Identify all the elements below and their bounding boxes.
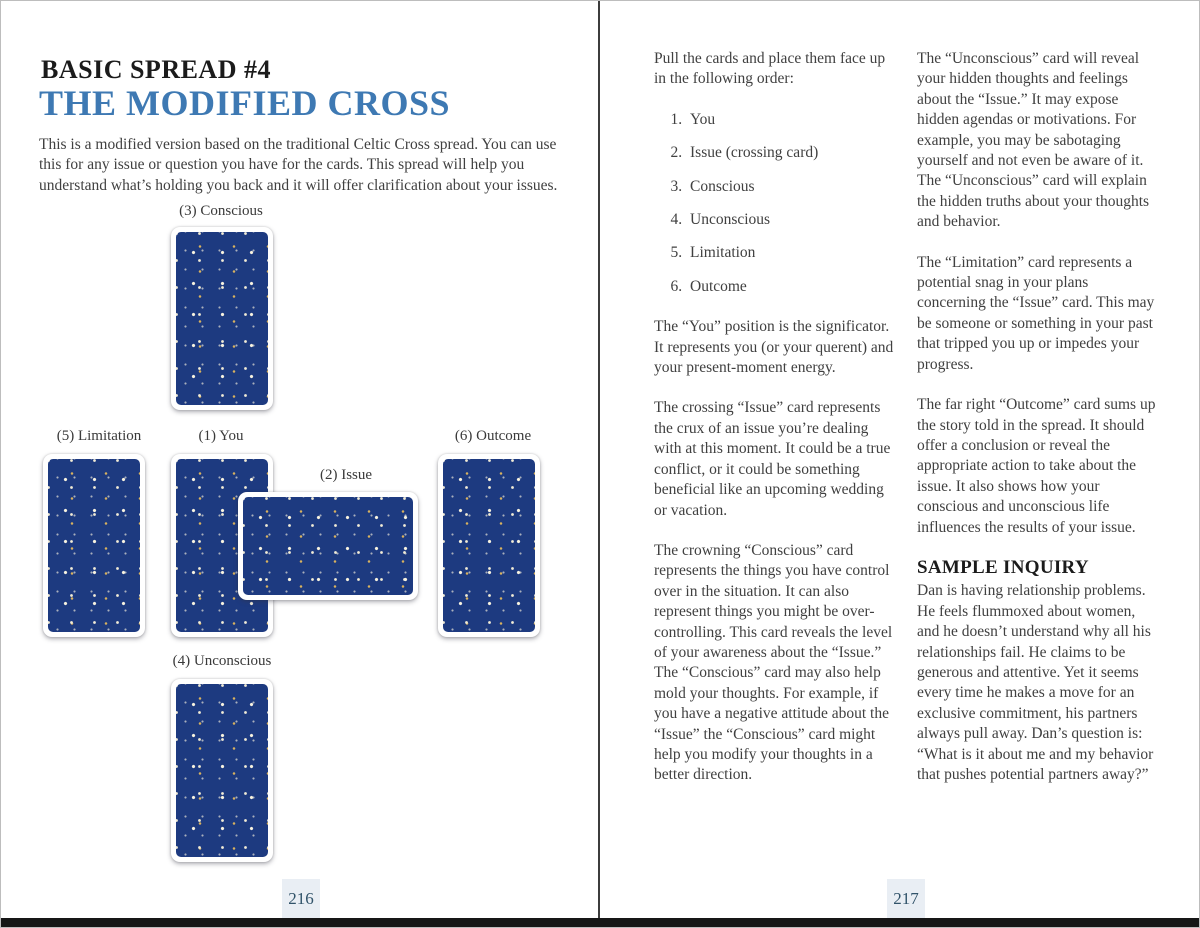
page-title: THE MODIFIED CROSS: [39, 83, 451, 123]
page-number-left: 216: [282, 879, 320, 919]
paragraph-conscious-card: The crowning “Conscious” card represents the things you have control over in the situation. It can also represent things you might be over-controlling. This card reveals the level of your awareness about the “Issue.” The “Conscious” card may also help mold your thoughts. For example, if you have a negative attitude about the “Issue” the “Conscious” card might help you modify your thoughts in a better direction.: [654, 541, 893, 784]
page-number-right: 217: [887, 879, 925, 919]
tarot-card-conscious: [171, 227, 273, 410]
bottom-edge-bar: [1, 918, 1199, 927]
position-label-limitation: (5) Limitation: [56, 428, 142, 444]
card-back-pattern: [243, 497, 413, 595]
card-back-pattern: [443, 459, 535, 632]
tarot-card-unconscious: [171, 679, 273, 862]
book-spine-divider: [598, 1, 600, 918]
card-back-pattern: [176, 232, 268, 405]
paragraph-you-position: The “You” position is the significator. It represents you (or your querent) and your present-moment energy.: [654, 318, 894, 377]
spread-kicker: BASIC SPREAD #4: [41, 55, 271, 84]
position-label-issue: (2) Issue: [319, 467, 373, 483]
tarot-card-outcome: [438, 454, 540, 637]
card-back-pattern: [176, 684, 268, 857]
position-label-unconscious: (4) Unconscious: [172, 653, 272, 669]
position-label-outcome: (6) Outcome: [454, 428, 532, 444]
paragraph-outcome-card: The far right “Outcome” card sums up the story told in the spread. It should offer a conclusion or reveal the appropriate action to take about the issue. It also shows how your conscious and unconscious life influences the results of your issue.: [917, 396, 1156, 536]
order-intro: Pull the cards and place them face up in the following order:: [654, 50, 886, 88]
intro-paragraph: This is a modified version based on the traditional Celtic Cross spread. You can use this for any issue or question you have for the cards. This spread will help you understand what’s holding you back and it will offer clarification about your issues.: [39, 136, 558, 194]
position-label-conscious: (3) Conscious: [179, 203, 263, 219]
order-item: 3. Conscious: [686, 177, 899, 197]
right-page-column-2: [917, 49, 1160, 805]
card-back-pattern: [48, 459, 140, 632]
order-item: 5. Limitation: [686, 243, 899, 263]
order-item: 2. Issue (crossing card): [686, 143, 899, 163]
sample-inquiry-heading: SAMPLE INQUIRY: [917, 556, 1089, 578]
tarot-card-issue: [238, 492, 418, 600]
order-item: 4. Unconscious: [686, 210, 899, 230]
order-item: 1. You: [686, 110, 899, 130]
card-order-list: [654, 110, 899, 297]
tarot-card-limitation: [43, 454, 145, 637]
right-page-column-1: [654, 49, 899, 806]
paragraph-issue-card: The crossing “Issue” card represents the crux of an issue you’re dealing with at this moment. It could be a true conflict, or it could be something beneficial like an upcoming wedding or vacation.: [654, 399, 891, 519]
paragraph-sample-inquiry: Dan is having relationship problems. He feels flummoxed about women, and he doesn’t understand why all his relationships fail. He claims to be generous and attentive. Yet it seems every time he makes a move for an exclusive commitment, his partners always pull away. Dan’s question is: “What is it about me and my behavior that pushes potential partners away?”: [917, 582, 1154, 783]
paragraph-unconscious-card: The “Unconscious” card will reveal your hidden thoughts and feelings about the “Issue.” It may expose hidden agendas or motivations. For example, you may be sabotaging yourself and not even be aware of it. The “Unconscious” card will explain the hidden truths about your thoughts and behavior.: [917, 50, 1150, 231]
order-item: 6. Outcome: [686, 277, 899, 297]
position-label-you: (1) You: [198, 428, 244, 444]
paragraph-limitation-card: The “Limitation” card represents a potential snag in your plans concerning the “Issue” card. This may be someone or something in your past that tripped you up or impedes your progress.: [917, 253, 1155, 373]
